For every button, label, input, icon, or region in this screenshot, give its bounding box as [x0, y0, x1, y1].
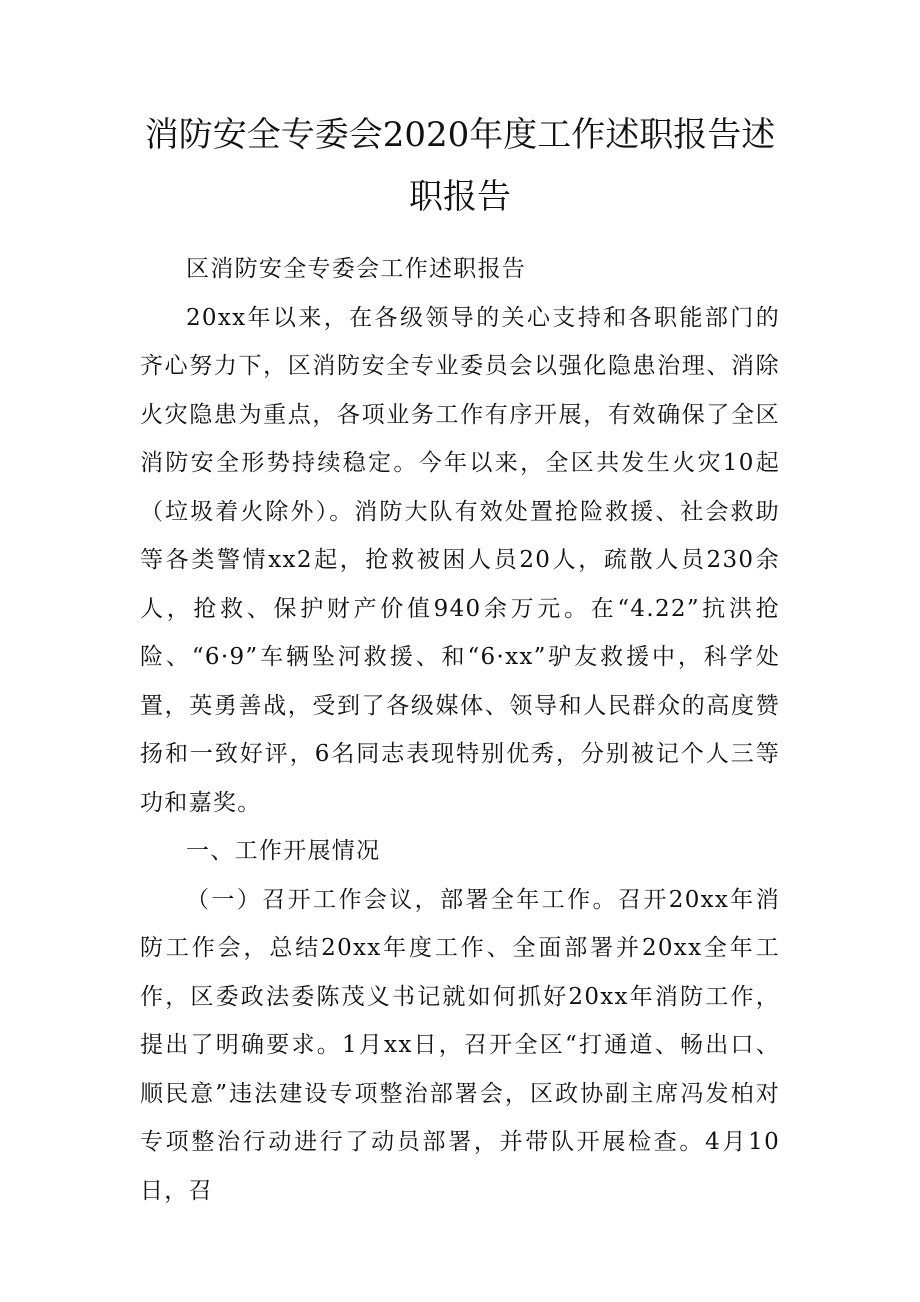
document-title: 消防安全专委会2020年度工作述职报告述职报告 — [144, 115, 776, 217]
paragraph-intro: 20xx年以来，在各级领导的关心支持和各职能部门的齐心努力下，区消防安全专业委员会以强化隐患治理、消除火灾隐患为重点，各项业务工作有序开展，有效确保了全区消防安全形势持续稳定。今年以来，全区共发生火灾10起（垃圾着火除外）。消防大队有效处置抢险救援、社会救助等各类警情xx2起，抢救被困人员20人，疏散人员230余人，抢救、保护财产价值940余万元。在“4.22”抗洪抢险、“6·9”车辆坠河救援、和“6·xx”驴友救援中，科学处置，英勇善战，受到了各级媒体、领导和人民群众的高度赞扬和一致好评，6名同志表现特别优秀，分别被记个人三等功和嘉奖。 — [140, 304, 780, 816]
document-body — [140, 245, 780, 1215]
paragraph-work-meeting: （一）召开工作会议，部署全年工作。召开20xx年消防工作会，总结20xx年度工作、全面部署并20xx全年工作，区委政法委陈茂义书记就如何抓好20xx年消防工作，提出了明确要求。1月xx日，召开全区“打通道、畅出口、顺民意”违法建设专项整治部署会，区政协副主席冯发柏对专项整治行动进行了动员部署，并带队开展检查。4月10日，召 — [140, 886, 780, 1204]
section-heading: 一、工作开展情况 — [186, 838, 381, 864]
document-subtitle: 区消防安全专委会工作述职报告 — [186, 256, 527, 282]
